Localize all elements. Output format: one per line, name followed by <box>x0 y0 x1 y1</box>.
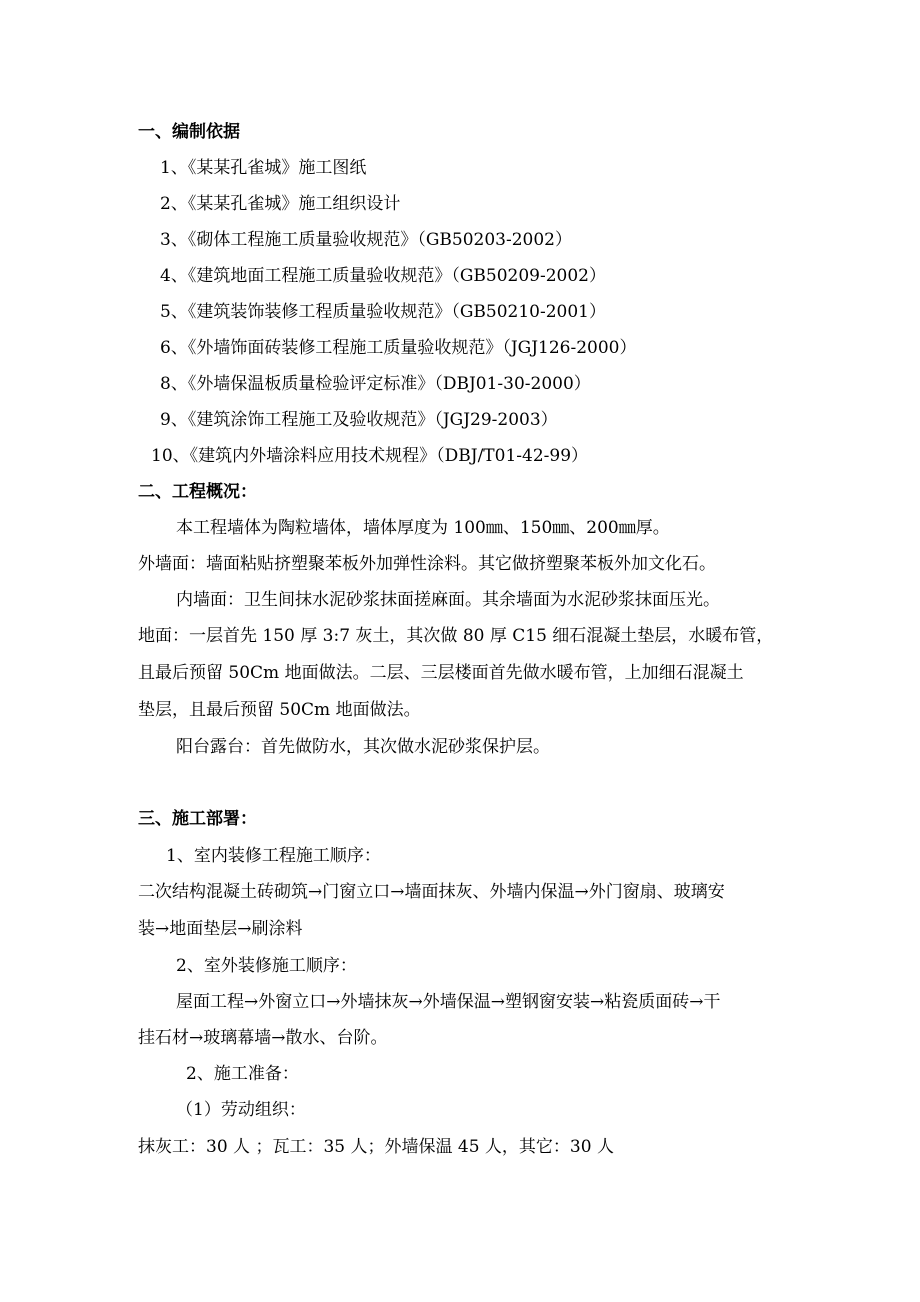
floor-text-line-2: 且最后预留 50Cm 地面做法。二层、三层楼面首先做水暖布管，上加细石混凝土 <box>138 663 744 683</box>
wall-body-text: 本工程墙体为陶粒墙体，墙体厚度为 100㎜、150㎜、200㎜厚。 <box>176 518 670 538</box>
interior-wall-text: 内墙面：卫生间抹水泥砂浆抹面搓麻面。其余墙面为水泥砂浆抹面压光。 <box>176 590 720 610</box>
indoor-sequence-line-2: 装→地面垫层→刷涂料 <box>138 919 303 939</box>
outdoor-sequence-title: 2、室外装修施工顺序： <box>176 956 357 976</box>
basis-item-8: 8、《外墙保温板质量检验评定标准》（DBJ01-30-2000） <box>160 374 591 394</box>
exterior-wall-text: 外墙面：墙面粘贴挤塑聚苯板外加弹性涂料。其它做挤塑聚苯板外加文化石。 <box>138 554 716 574</box>
indoor-sequence-line-1: 二次结构混凝土砖砌筑→门窗立口→墙面抹灰、外墙内保温→外门窗扇、玻璃安 <box>138 882 725 902</box>
section3-heading: 三、施工部署： <box>138 809 257 829</box>
basis-item-2: 2、《某某孔雀城》施工组织设计 <box>160 194 401 214</box>
outdoor-sequence-line-2: 挂石材→玻璃幕墙→散水、台阶。 <box>138 1028 388 1048</box>
outdoor-sequence-line-1: 屋面工程→外窗立口→外墙抹灰→外墙保温→塑钢窗安装→粘瓷质面砖→干 <box>176 992 721 1012</box>
basis-item-10: 10、《建筑内外墙涂料应用技术规程》（DBJ/T01-42-99） <box>151 446 589 466</box>
section2-heading: 二、工程概况： <box>138 482 257 502</box>
section1-heading: 一、编制依据 <box>138 122 240 142</box>
basis-item-6: 6、《外墙饰面砖装修工程施工质量验收规范》（JGJ126-2000） <box>160 338 637 358</box>
floor-text-line-3: 垫层，且最后预留 50Cm 地面做法。 <box>138 700 421 720</box>
construction-prep-title: 2、施工准备： <box>186 1064 299 1084</box>
basis-item-1: 1、《某某孔雀城》施工图纸 <box>160 158 367 178</box>
basis-item-3: 3、《砌体工程施工质量验收规范》（GB50203-2002） <box>160 230 572 250</box>
basis-item-5: 5、《建筑装饰装修工程质量验收规范》（GB50210-2001） <box>160 302 606 322</box>
indoor-sequence-title: 1、室内装修工程施工顺序： <box>166 846 381 866</box>
floor-text-line-1: 地面：一层首先 150 厚 3:7 灰土，其次做 80 厚 C15 细石混凝土垫层，水暖布管， <box>138 626 774 646</box>
basis-item-9: 9、《建筑涂饰工程施工及验收规范》（JGJ29-2003） <box>160 410 558 430</box>
labor-organization-title: （1）劳动组织： <box>176 1100 306 1120</box>
basis-item-4: 4、《建筑地面工程施工质量验收规范》（GB50209-2002） <box>160 266 606 286</box>
labor-organization-detail: 抹灰工：30 人 ；瓦工：35 人；外墙保温 45 人，其它：30 人 <box>138 1137 614 1157</box>
balcony-text: 阳台露台：首先做防水，其次做水泥砂浆保护层。 <box>176 737 550 757</box>
